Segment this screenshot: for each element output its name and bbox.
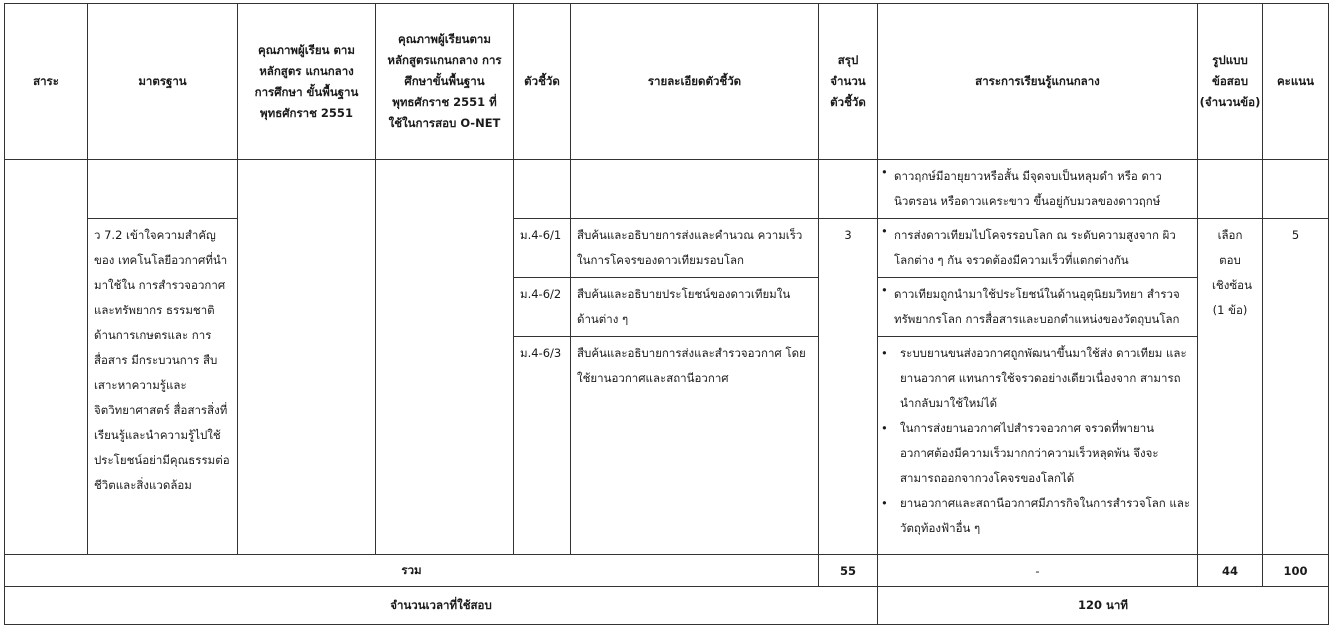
cell-quality-core <box>238 160 376 555</box>
table-row <box>5 219 1329 278</box>
header-core-content: สาระการเรียนรู้แกนกลาง <box>878 4 1198 160</box>
test-format-cell: เลือกตอบ เชิงซ้อน (1 ข้อ) <box>1198 219 1263 555</box>
totals-summary: 55 <box>819 555 878 587</box>
header-score: คะแนน <box>1263 4 1329 160</box>
score-cell: 5 <box>1263 219 1329 555</box>
indicator-code: ม.4-6/1 <box>514 219 571 278</box>
time-value: 120 นาที <box>878 587 1329 625</box>
header-test-format: รูปแบบ ข้อสอบ (จำนวนข้อ) <box>1198 4 1263 160</box>
header-quality-core: คุณภาพผู้เรียน ตามหลักสูตร แกนกลางการศึกษา ขั้นพื้นฐาน พุทธศักราช 2551 <box>238 4 376 160</box>
totals-row <box>5 555 1329 587</box>
header-sara: สาระ <box>5 4 88 160</box>
totals-score: 100 <box>1263 555 1329 587</box>
indicator-code: ม.4-6/2 <box>514 278 571 337</box>
summary-count: 3 <box>819 219 878 555</box>
totals-label: รวม <box>5 555 819 587</box>
header-indicator-detail: รายละเอียดตัวชี้วัด <box>571 4 819 160</box>
list-item: • ระบบยานขนส่งอวกาศถูกพัฒนาขึ้นมาใช้ส่ง ดาวเทียม และยานอวกาศ แทนการใช้จรวดอย่างเดียวเนื่องจาก สามารถนำกลับมาใช้ใหม่ได้ <box>878 341 1197 416</box>
totals-test-format: 44 <box>1198 555 1263 587</box>
list-item: • ดาวเทียมถูกนำมาใช้ประโยชน์ในด้านอุตุนิยมวิทยา สำรวจ ทรัพยากรโลก การสื่อสารและบอกตำแหน่งของวัตถุบนโลก <box>878 278 1197 336</box>
totals-core: - <box>878 555 1198 587</box>
header-row <box>5 4 1329 160</box>
time-label: จำนวนเวลาที่ใช้สอบ <box>5 587 878 625</box>
header-summary: สรุป จำนวน ตัวชี้วัด <box>819 4 878 160</box>
indicator-detail: สืบค้นและอธิบายการส่งและคำนวณ ความเร็วในการโคจรของดาวเทียมรอบโลก <box>571 219 819 278</box>
header-standard: มาตรฐาน <box>88 4 238 160</box>
standard-cell: ว 7.2 เข้าใจความสำคัญของ เทคโนโลยีอวกาศที่นำมาใช้ใน การสำรวจอวกาศและทรัพยากร ธรรมชาติ ด้านการเกษตรและ การสื่อสาร มีกระบวนการ สืบเสาะหาความรู้และ จิตวิทยาศาสตร์ สื่อสารสิ่งที่ เรียนรู้และนำความรู้ไปใช้ ประโยชน์อย่ามีคุณธรรมต่อ ชีวิตและสิ่งแวดล้อม <box>88 219 238 555</box>
indicator-detail: สืบค้นและอธิบายการส่งและสำรวจอวกาศ โดยใช้ยานอวกาศและสถานีอวกาศ <box>571 337 819 555</box>
cell-quality-onet <box>376 160 514 555</box>
time-row <box>5 587 1329 625</box>
header-quality-onet: คุณภาพผู้เรียนตาม หลักสูตรแกนกลาง การศึกษาขั้นพื้นฐาน พุทธศักราช 2551 ที่ใช้ในการสอบ O-NET <box>376 4 514 160</box>
table-row <box>5 160 1329 219</box>
list-item: • ยานอวกาศและสถานีอวกาศมีภารกิจในการสำรวจโลก และวัตถุท้องฟ้าอื่น ๆ <box>878 491 1197 541</box>
indicator-code: ม.4-6/3 <box>514 337 571 555</box>
header-indicator: ตัวชี้วัด <box>514 4 571 160</box>
indicator-detail: สืบค้นและอธิบายประโยชน์ของดาวเทียมใน ด้านต่าง ๆ <box>571 278 819 337</box>
list-item: • ในการส่งยานอวกาศไปสำรวจอวกาศ จรวดที่พายาน อวกาศต้องมีความเร็วมากกว่าความเร็วหลุดพ้น จึงจะ สามารถออกจากวงโคจรของโลกได้ <box>878 416 1197 491</box>
list-item: • การส่งดาวเทียมไปโคจรรอบโลก ณ ระดับความสูงจาก ผิวโลกต่าง ๆ กัน จรวดต้องมีความเร็วที่แตกต่างกัน <box>878 219 1197 277</box>
list-item: • ดาวฤกษ์มีอายุยาวหรือสั้น มีจุดจบเป็นหลุมดำ หรือ ดาวนิวตรอน หรือดาวแคระขาว ขึ้นอยู่กับมวลของดาวฤกษ์ <box>878 160 1197 218</box>
exam-blueprint-table <box>4 3 1329 625</box>
cell-sara <box>5 160 88 555</box>
